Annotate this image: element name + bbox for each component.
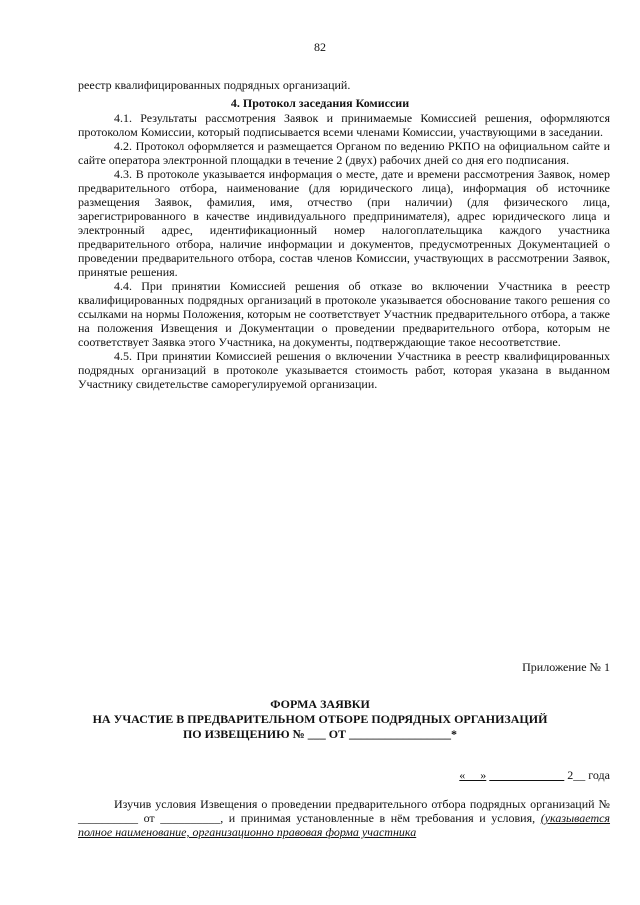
paragraph-4-5: 4.5. При принятии Комиссией решения о включении Участника в реестр квалифицированных подрядных организаций в протоколе указывается стоимость работ, которая указана в выданном Участнику свидетельстве саморегулируемой организации. — [78, 349, 610, 391]
page-number: 82 — [314, 40, 326, 54]
section-body — [78, 111, 610, 391]
form-title — [0, 697, 640, 742]
application-paragraph — [78, 797, 610, 839]
intro-line: реестр квалифицированных подрядных организаций. — [78, 78, 351, 92]
date-year-suffix: __ года — [573, 768, 610, 782]
form-title-line-2: НА УЧАСТИЕ В ПРЕДВАРИТЕЛЬНОМ ОТБОРЕ ПОДРЯДНЫХ ОРГАНИЗАЦИЙ — [92, 712, 548, 726]
paragraph-4-3: 4.3. В протоколе указывается информация о месте, дате и времени рассмотрения Заявок, номер предварительного отбора, наименование (для юридического лица), информация об источнике размещения Заявок, фамилия, имя, отчество (при наличии) (для физического лица, зарегистрированного в качестве индивидуального предпринимателя), адрес юридического лица и электронный адрес, идентификационный номер налогоплательщика каждого участника предварительного отбора, наличие информации и документов, предусмотренных Документацией о проведении предварительного отбора, состав членов Комиссии, участвующих в рассмотрении Заявок, принятые решения. — [78, 167, 610, 279]
application-hint: (указывается полное наименование, организационно правовая форма участника — [78, 811, 611, 839]
intro-line-block — [78, 78, 610, 92]
appendix-label: Приложение № 1 — [522, 660, 610, 674]
paragraph-4-4: 4.4. При принятии Комиссией решения об отказе во включении Участника в реестр квалифицированных подрядных организаций в протоколе указывается обоснование такого решения со ссылками на нормы Положения, которым не соответствует Участник предварительного отбора, а также на положения Извещения и Документации о проведении предварительного отбора, которым не соответствует Заявка этого Участника, на документы, подтверждающие такое несоответствие. — [78, 279, 610, 349]
application-text: Изучив условия Извещения о проведении предварительного отбора подрядных организаций № __________ от __________, и принимая установленные в нём требования и условия, — [78, 797, 610, 825]
date-day: « » — [459, 768, 487, 782]
paragraph-4-2: 4.2. Протокол оформляется и размещается Органом по ведению РКПО на официальном сайте и сайте оператора электронной площадки в течение 2 (двух) рабочих дней со дня его подписания. — [78, 139, 610, 167]
form-title-line-1: ФОРМА ЗАЯВКИ — [270, 697, 370, 711]
form-title-line-3: ПО ИЗВЕЩЕНИЮ № ___ ОТ _________________* — [182, 727, 458, 741]
section-heading: 4. Протокол заседания Комиссии — [230, 96, 410, 110]
date-month — [489, 768, 564, 782]
date-year-prefix: 2 — [567, 768, 574, 782]
date-line — [459, 768, 610, 783]
paragraph-4-1: 4.1. Результаты рассмотрения Заявок и принимаемые Комиссией решения, оформляются протоколом Комиссии, который подписывается всеми членами Комиссии, участвующими в заседании. — [78, 111, 610, 139]
